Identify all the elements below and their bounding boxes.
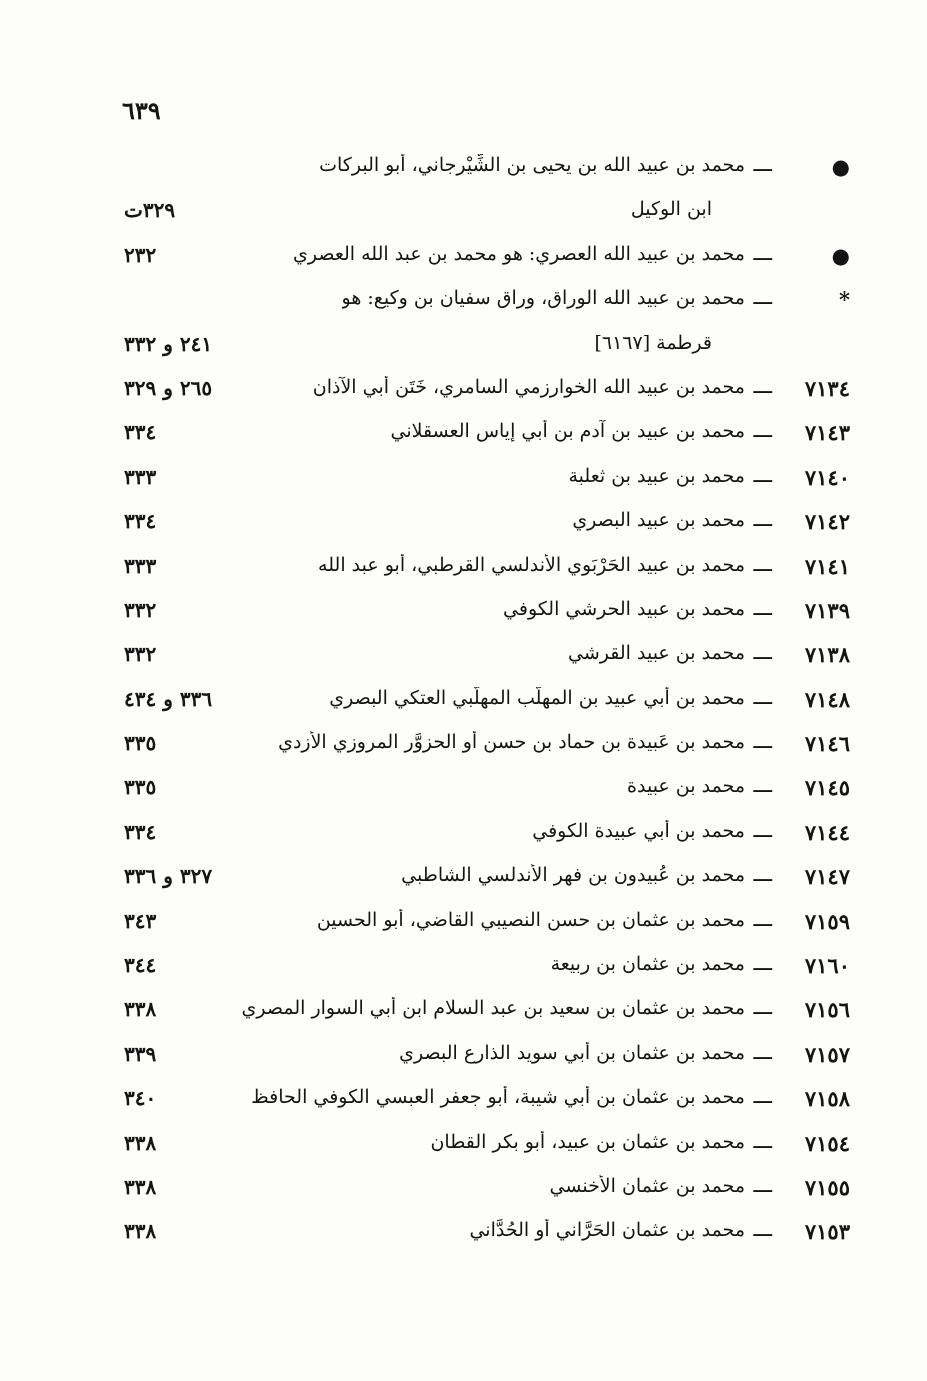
entry-dash: ـــ [753,418,772,443]
entry-dash: ـــ [753,152,772,176]
entry-name: محمد بن أبي عبيد بن المهلَّب المهلَّبي العتكي البصري [329,686,745,709]
entry-name: محمد بن عثمان بن سعيد بن عبد السلام ابن أبي السوار المصري [241,997,745,1020]
entry-number: ٧١٥٥ [804,1174,850,1200]
entry-pages: ٣٤٣ [124,908,157,933]
entry-number: ٧١٣٨ [804,642,850,668]
index-entry [110,991,850,1035]
entry-number: ٧١٣٩ [804,597,850,623]
entry-number: ٧١٥٩ [804,908,850,934]
entry-dash: ـــ [753,1039,772,1064]
index-entry [110,414,850,458]
entry-number: ٧١٤٥ [804,775,850,801]
entry-dash: ـــ [753,551,772,576]
index-entry [110,769,850,813]
entry-pages: ٣٣٦ و ٤٣٤ [124,686,213,711]
entry-pages: ٣٣٥ [124,731,157,756]
entry-number: ٧١٤٢ [804,509,850,535]
entry-pages: ٣٤٠ [124,1086,157,1111]
page-number: ٦٣٩ [122,96,161,125]
entry-pages: ٣٣٥ [124,775,157,800]
entry-dash: ـــ [753,1128,772,1153]
index-entry [110,370,850,414]
entry-name: محمد بن عبيد الحرشي الكوفي [503,597,745,620]
entry-dash: ـــ [753,507,772,532]
entry-number: ٧١٤٧ [804,864,850,890]
entry-number: ٧١٤٨ [804,686,850,712]
entry-number: ٧١٥٣ [804,1219,850,1245]
entry-pages: ٣٣٤ [124,509,157,534]
index-entry [110,1169,850,1213]
entry-pages: ٣٣٨ [124,1219,157,1244]
index-entry [110,237,850,281]
entry-dash: ـــ [753,1084,772,1109]
entry-name: محمد بن عثمان بن حسن النصيبي القاضي، أبو الحسين [316,908,745,931]
entry-dash: ـــ [753,906,772,931]
index-entry [110,903,850,947]
entry-pages: ٣٣٨ [124,1130,157,1155]
entry-dash: ـــ [753,995,772,1020]
entry-number: ٧١٥٧ [804,1041,850,1067]
index-entry [110,858,850,902]
entry-number: ٧١٤١ [804,553,850,579]
entry-dash: ـــ [753,684,772,709]
entry-number: ٧١٤٠ [804,464,850,490]
entry-marker: * [839,287,850,313]
entry-name: محمد بن عثمان بن عبيد، أبو بكر القطان [430,1130,745,1153]
entry-marker: ● [831,154,850,179]
entry-name: محمد بن عبيد الله الوراق، وراق سفيان بن وكيع: هو [341,287,745,310]
entry-pages: ٢٦٥ و ٣٢٩ [124,375,213,400]
index-entry [110,459,850,503]
entry-dash: ـــ [753,462,772,487]
entry-number: ٧١٤٦ [804,731,850,757]
index-entry [110,636,850,680]
entry-number: ٧١٤٤ [804,819,850,845]
index-entry [110,947,850,991]
entry-name: محمد بن عبيد الحَرْبَوي الأندلسي القرطبي، أبو عبد الله [318,553,745,576]
index-entry-continuation [110,192,850,236]
entry-dash: ـــ [753,862,772,887]
entry-dash: ـــ [753,773,772,798]
entry-name: قرطمة [٦١٦٧] [594,331,712,354]
entry-pages: ٣٣٢ [124,642,157,667]
entry-number: ٧١٤٣ [804,420,850,446]
entry-name: محمد بن عثمان بن أبي شيبة، أبو جعفر العبسي الكوفي الحافظ [251,1086,745,1109]
index-entry [110,1213,850,1257]
entry-pages: ٣٣٨ [124,1174,157,1199]
entry-number: ٧١٥٨ [804,1086,850,1112]
index-entry [110,681,850,725]
entry-pages: ٣٣٨ [124,997,157,1022]
index-entry [110,548,850,592]
entry-pages: ٣٣٣ [124,553,157,578]
entry-name: محمد بن عبيد بن آدم بن أبي إياس العسقلاني [390,420,745,443]
entry-name: محمد بن عبيد الله بن يحيى بن الشِّيْرجاني، أبو البركات [319,154,745,176]
entry-pages: ٣٣٣ [124,464,157,489]
entry-number: ٧١٦٠ [804,953,850,979]
entry-pages: ٣٢٧ و ٣٣٦ [124,864,213,889]
entry-number: ٧١٥٤ [804,1130,850,1156]
index-entries [110,148,850,1258]
entry-name: محمد بن عبيد القرشي [568,642,745,665]
entry-dash: ـــ [753,285,772,310]
entry-dash: ـــ [753,951,772,976]
entry-name: محمد بن عثمان الأخنسي [549,1174,745,1197]
entry-pages: ٣٢٩ت [124,198,176,223]
entry-pages: ٢٣٢ [124,242,157,267]
entry-pages: ٣٤٤ [124,953,157,978]
entry-name: محمد بن عبيد بن ثعلبة [568,464,745,487]
entry-name: محمد بن عبيدة [627,775,745,798]
entry-name: محمد بن أبي عبيدة الكوفي [532,819,745,842]
entry-name: محمد بن عثمان الحَرَّاني أو الحُدَّاني [469,1219,745,1242]
index-entry [110,148,850,192]
entry-pages: ٣٣٩ [124,1041,157,1066]
entry-name: محمد بن عَبيدة بن حماد بن حسن أو الحزوَّر المروزي الأزدي [278,731,745,754]
entry-dash: ـــ [753,240,772,265]
entry-dash: ـــ [753,640,772,665]
entry-dash: ـــ [753,595,772,620]
entry-name: محمد بن عثمان بن أبي سويد الذارع البصري [399,1041,745,1064]
entry-dash: ـــ [753,1217,772,1242]
index-entry [110,503,850,547]
entry-number: ٧١٥٦ [804,997,850,1023]
entry-pages: ٣٣٤ [124,420,157,445]
entry-pages: ٣٣٢ [124,597,157,622]
index-entry [110,725,850,769]
entry-dash: ـــ [753,817,772,842]
entry-name: ابن الوكيل [630,198,712,221]
index-entry [110,592,850,636]
index-entry [110,1080,850,1124]
index-entry [110,1125,850,1169]
index-entry-continuation [110,326,850,370]
index-entry [110,1036,850,1080]
entry-name: محمد بن عُبيدون بن فهر الأندلسي الشاطبي [401,864,745,887]
index-entry [110,814,850,858]
entry-name: محمد بن عبيد الله الخوارزمي السامري، خَتَن أبي الآذان [312,375,745,398]
entry-pages: ٣٣٤ [124,819,157,844]
entry-number: ٧١٣٤ [804,375,850,401]
entry-dash: ـــ [753,729,772,754]
entry-dash: ـــ [753,373,772,398]
entry-marker: ● [831,242,850,268]
entry-dash: ـــ [753,1172,772,1197]
entry-name: محمد بن عبيد البصري [572,509,745,532]
entry-pages: ٢٤١ و ٣٣٢ [124,331,213,356]
entry-name: محمد بن عثمان بن ربيعة [550,953,745,976]
index-entry [110,281,850,325]
entry-name: محمد بن عبيد الله العصري: هو محمد بن عبد الله العصري [293,242,745,265]
